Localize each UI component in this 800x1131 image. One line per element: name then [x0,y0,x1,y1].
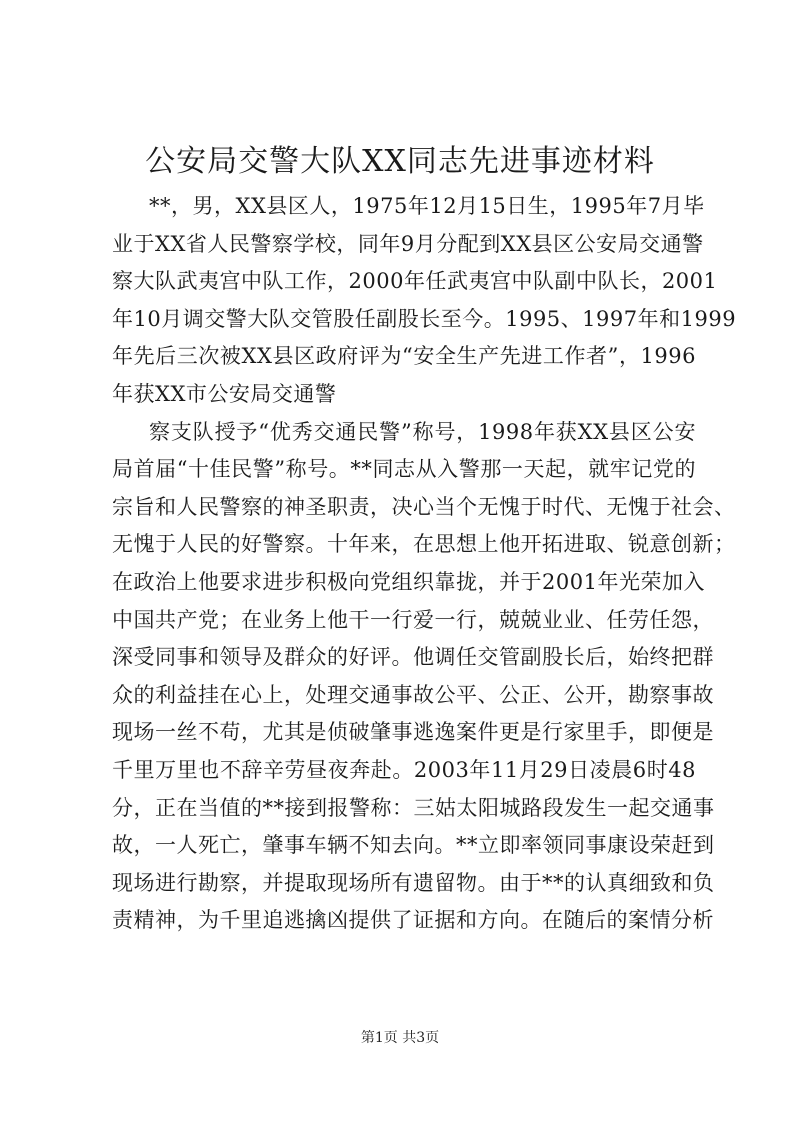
text-line: 年获XX市公安局交通警 [112,381,337,406]
text-line: **，男，XX县区人，1975年12月15日生，1995年7月毕 [149,194,705,218]
text-line: 察大队武夷宫中队工作，2000年任武夷宫中队副中队长，2001 [112,269,718,294]
text-line: 千里万里也不辞辛劳昼夜奔赴。2003年11月29日凌晨6时48 [112,757,696,782]
document-title: 公安局交警大队XX同志先进事迹材料 [145,144,655,179]
text-line: 中国共产党；在业务上他干一行爱一行，兢兢业业、任劳任怨， [112,607,714,632]
paragraph-1 [112,188,737,414]
text-line: 年先后三次被XX县区政府评为“安全生产先进工作者”，1996 [112,344,696,369]
text-line: 现场一丝不苟，尤其是侦破肇事逃逸案件更是行家里手，即便是 [112,720,714,745]
paragraph-2 [112,414,736,940]
text-line: 众的利益挂在心上，处理交通事故公平、公正、公开，勘察事故 [112,682,714,707]
text-line: 故，一人死亡，肇事车辆不知去向。**立即率领同事康设荣赶到 [112,833,715,858]
text-line: 深受同事和领导及群众的好评。他调任交管副股长后，始终把群 [112,645,714,670]
text-line: 在政治上他要求进步积极向党组织靠拢，并于2001年光荣加入 [112,569,705,594]
document-body [112,188,737,940]
page-number-footer: 第1页 共3页 [360,1030,440,1046]
text-line: 责精神，为千里追逃擒凶提供了证据和方向。在随后的案情分析 [112,908,714,933]
text-line: 现场进行勘察，并提取现场所有遗留物。由于**的认真细致和负 [112,870,715,895]
text-line: 分，正在当值的**接到报警称：三姑太阳城路段发生一起交通事 [112,795,715,820]
text-line: 局首届“十佳民警”称号。**同志从入警那一天起，就牢记党的 [112,457,696,482]
text-line: 年10月调交警大队交管股任副股长至今。1995、1997年和1999 [112,306,737,331]
text-line: 宗旨和人民警察的神圣职责，决心当个无愧于时代、无愧于社会、 [112,494,736,519]
text-line: 察支队授予“优秀交通民警”称号，1998年获XX县区公安 [149,419,696,444]
text-line: 业于XX省人民警察学校，同年9月分配到XX县区公安局交通警 [112,231,704,256]
text-line: 无愧于人民的好警察。十年来，在思想上他开拓进取、锐意创新； [112,532,736,557]
